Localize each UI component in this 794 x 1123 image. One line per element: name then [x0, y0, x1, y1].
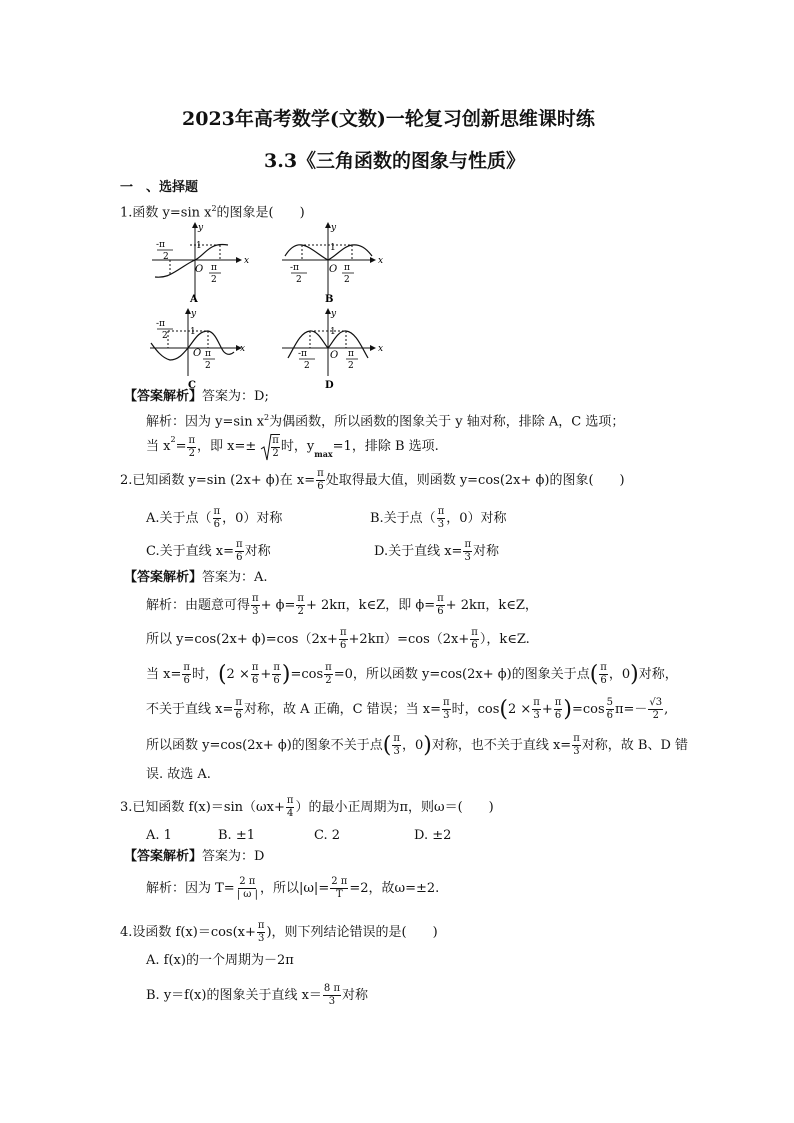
q2-l1-frac1: [251, 593, 260, 618]
q2-l3-lparen2: (: [589, 661, 599, 687]
q2-l2-c: ），k∈Z.: [479, 631, 530, 647]
q2-option-d: [374, 539, 499, 564]
graph-d-one: 1: [330, 327, 336, 337]
q2-l1-f3-num: π: [437, 593, 444, 604]
q1-expl1-a: 解析：因为 y=sin x: [146, 414, 265, 430]
q1-sqrt-frac: [271, 434, 280, 460]
q3-expl-b: ，所以|ω|=: [259, 880, 330, 896]
q2-l3-rparen: ): [281, 661, 291, 687]
q2-l1-f2-den: 2: [297, 606, 304, 617]
graph-c: [148, 308, 248, 390]
q2-l4-d: 2 ×: [507, 701, 532, 717]
q3-option-d: D. ±2: [414, 828, 452, 843]
q2-l5-a: 所以函数 y=cos(2x+ ϕ)的图象不关于点: [146, 737, 383, 753]
graph-d-neg-pi: -π: [298, 349, 307, 359]
q2-l3-f3-den: 6: [273, 675, 280, 686]
q1-sqrt-den: 2: [272, 448, 279, 459]
q2-l2-f1-den: 6: [340, 640, 347, 651]
graph-a-label: A: [190, 294, 198, 305]
q2-stem-frac: [316, 468, 325, 493]
q1-explanation-2: [146, 432, 439, 462]
graph-b-label: B: [325, 294, 334, 305]
q4-stem-a: 4.设函数 f(x)＝cos(x+: [120, 924, 256, 940]
q2-l1-a: 解析：由题意可得: [146, 597, 251, 613]
graph-a-y-label: y: [198, 223, 204, 233]
graph-a-one: 1: [196, 241, 202, 251]
q3-stem-den: 4: [286, 808, 294, 819]
q1-sqrt: [260, 432, 281, 462]
graph-c-y-label: y: [191, 309, 197, 319]
graph-b-pi: π: [344, 263, 350, 273]
q2-l4-g: π=－: [614, 701, 648, 717]
graph-c-two-b: 2: [205, 361, 211, 371]
q2-l4-f1-num: π: [235, 697, 242, 708]
q2-l3-rparen2: ): [630, 661, 639, 687]
q2-l3-frac2: [251, 662, 260, 687]
graph-d-label: D: [325, 380, 334, 390]
q2-l3-f: =0，所以函数 y=cos(2x+ ϕ)的图象关于点: [333, 666, 590, 682]
graph-d-x-label: x: [378, 344, 384, 354]
q2-expl-line1: [146, 593, 538, 618]
graph-a-origin: O: [195, 264, 204, 275]
graph-c-one: 1: [190, 327, 196, 337]
q2-opt-c-text: C.关于直线 x=: [146, 543, 234, 559]
q2-l4-f6-num: √3: [649, 697, 663, 708]
q2-l4-f5-den: 6: [606, 710, 613, 721]
q2-l3-g: ，0: [608, 666, 631, 682]
q2-l4-f2-den: 3: [443, 710, 450, 721]
q2-l1-frac2: [296, 593, 305, 618]
q2-expl-line6: 误. 故选 A.: [146, 767, 211, 782]
q2-l4-lparen: (: [499, 696, 508, 722]
q2-l3-c: 2 ×: [226, 666, 250, 682]
q2-l2-frac1: [339, 627, 348, 652]
q2-l4-f5-num: 5: [606, 697, 613, 708]
q2-l3-f3-num: π: [273, 662, 280, 673]
q2-opt-d-tail: 对称: [473, 543, 500, 559]
q2-opt-b-text: B.关于点（: [370, 510, 436, 526]
q2-l5-b: ，0: [401, 737, 424, 753]
graph-c-label: C: [188, 380, 196, 390]
q2-l3-f4-num: π: [325, 662, 332, 673]
q2-l1-d: + 2kπ，k∈Z，: [445, 597, 538, 613]
q2-l4-frac4: [554, 697, 563, 722]
q2-l3-f5-den: 6: [600, 675, 607, 686]
q2-l3-d: +: [260, 666, 272, 682]
q2-l4-frac3: [532, 697, 541, 722]
q4-stem-den: 3: [258, 933, 265, 944]
q3-expl-f1-den: | ω |: [236, 889, 258, 900]
q2-l4-rparen: ): [563, 696, 572, 722]
q1-expl2-sup: 2: [170, 435, 176, 444]
q2-l4-f6-den: 2: [652, 710, 659, 721]
q3-expl-f2-num: 2 π: [331, 876, 348, 887]
q2-expl-line3: [146, 662, 678, 687]
graph-b: [280, 220, 390, 310]
q2-opt-d-num: π: [464, 539, 472, 550]
q2-l3-f5-num: π: [600, 662, 607, 673]
q2-answer-text: 答案为：A.: [202, 570, 268, 585]
q2-l3-f1-den: 6: [183, 675, 190, 686]
q2-expl-line2: [146, 627, 530, 652]
q2-l4-f2-num: π: [443, 697, 450, 708]
q1-explanation-1: [146, 410, 624, 430]
q2-l5-frac2: [572, 733, 581, 758]
q2-l5-f1-num: π: [393, 733, 400, 744]
q2-l1-f1-num: π: [252, 593, 259, 604]
q2-l3-frac4: [324, 662, 333, 687]
q4-stem-b: )，则下列结论错误的是( ): [266, 924, 438, 940]
q3-stem-frac: [286, 795, 295, 820]
q2-l3-f2-den: 6: [251, 675, 259, 686]
q2-expl-line4: [146, 697, 668, 722]
q2-opt-b-num: π: [437, 506, 445, 517]
q1-expl2-d: 时，y: [280, 439, 315, 454]
q2-l4-frac2: [442, 697, 451, 722]
q2-stem-a: 2.已知函数 y=sin (2x+ ϕ)在 x=: [120, 472, 316, 488]
graph-a-x-label: x: [244, 256, 250, 266]
section-heading: 一 、选择题: [120, 180, 199, 195]
q3-stem-num: π: [286, 795, 294, 806]
graph-a-neg-pi: -π: [156, 240, 165, 250]
q2-option-b: [370, 506, 507, 531]
q1-expl2-e: =1，排除 B 选项.: [332, 439, 439, 454]
q3-expl-a: 解析：因为 T=: [146, 880, 235, 896]
q2-l1-f3-den: 6: [437, 606, 444, 617]
graph-b-two: 2: [296, 275, 302, 285]
q2-l1-f2-num: π: [297, 593, 304, 604]
q2-opt-b-tail: ，0）对称: [446, 510, 507, 526]
graph-c-two: 2: [162, 331, 168, 341]
q2-opt-b-den: 3: [437, 519, 445, 530]
graph-d: [280, 308, 390, 390]
q2-l1-f1-den: 3: [252, 606, 259, 617]
q2-opt-d-frac: [463, 539, 472, 564]
q2-l4-c: 时，cos: [451, 701, 500, 717]
graph-c-pi: π: [205, 349, 211, 359]
q2-opt-c-frac: [235, 539, 244, 564]
q1-stem-text-b: 的图象是( ): [216, 205, 305, 221]
q2-l1-frac3: [436, 593, 445, 618]
q2-opt-c-num: π: [235, 539, 243, 550]
q2-l3-lparen: (: [217, 661, 227, 687]
q2-l1-b: + ϕ=: [260, 597, 296, 613]
q1-answer: [124, 389, 269, 405]
q2-l4-frac5: [606, 697, 614, 722]
q2-stem-den: 6: [317, 481, 324, 492]
q2-answer: [124, 570, 268, 586]
graph-b-two-b: 2: [344, 275, 350, 285]
q1-expl2-a: 当 x: [146, 439, 171, 454]
q3-answer-label: 【答案解析】: [124, 849, 203, 864]
q4-opt-b-b: 对称: [342, 987, 369, 1003]
graph-b-y-label: y: [331, 223, 337, 233]
q3-explanation: [146, 876, 439, 901]
q2-l3-f2-num: π: [251, 662, 259, 673]
q2-l4-f: =cos: [571, 701, 605, 717]
q2-l5-f1-den: 3: [393, 746, 400, 757]
q2-l4-a: 不关于直线 x=: [146, 701, 234, 717]
q2-l3-a: 当 x=: [146, 666, 182, 682]
q1-frac-num: π: [188, 434, 196, 446]
q2-opt-a-num: π: [213, 506, 221, 517]
q2-l4-frac1: [234, 697, 243, 722]
q2-l4-f1-den: 6: [235, 710, 242, 721]
q2-l5-frac1: [392, 733, 401, 758]
graph-a-pi: π: [211, 263, 217, 273]
q2-l3-f4-den: 2: [325, 675, 332, 686]
graph-b-x-label: x: [378, 256, 384, 266]
q2-l4-frac6: [648, 697, 663, 722]
q2-stem-b: 处取得最大值，则函数 y=cos(2x+ ϕ)的图象( ): [325, 472, 625, 488]
q2-l5-c: 对称，也不关于直线 x=: [431, 737, 572, 753]
q2-l2-a: 所以 y=cos(2x+ ϕ)=cos（2x+: [146, 631, 338, 647]
q2-l5-f2-den: 3: [573, 746, 580, 757]
q2-opt-d-den: 3: [464, 552, 471, 563]
q2-l4-b: 对称，故 A 正确，C 错误；当 x=: [243, 701, 442, 717]
q2-answer-label: 【答案解析】: [124, 570, 203, 585]
q2-l1-c: + 2kπ，k∈Z，即 ϕ=: [305, 597, 436, 613]
q4-stem: [120, 920, 438, 945]
q2-stem: [120, 468, 625, 493]
q2-stem-num: π: [317, 468, 324, 479]
graph-d-pi: π: [348, 349, 354, 359]
q4-opt-b-den: 3: [328, 996, 336, 1007]
q2-l3-frac1: [182, 662, 191, 687]
q1-expl1-sup: 2: [264, 413, 270, 422]
q3-expl-f2-den: T: [335, 889, 343, 900]
q2-l5-rparen: ): [423, 732, 432, 758]
q3-stem-b: ）的最小正周期为π，则ω＝( ): [295, 799, 494, 815]
q2-expl-line5: [146, 733, 688, 758]
q2-l2-frac2: [470, 627, 479, 652]
q2-l4-f4-den: 6: [554, 710, 562, 721]
q2-opt-a-tail: ，0）对称: [222, 510, 283, 526]
q3-option-c: C. 2: [314, 828, 341, 843]
q2-l3-b: 时，: [191, 666, 218, 682]
q2-l4-comma: ,: [664, 701, 669, 717]
q2-l5-d: 对称，故 B、D 错: [581, 737, 689, 753]
graph-d-y-label: y: [331, 309, 337, 319]
q2-l4-f3-num: π: [533, 697, 540, 708]
q2-option-c: [146, 539, 271, 564]
q3-expl-frac2: [330, 876, 348, 901]
q2-opt-c-tail: 对称: [244, 543, 271, 559]
graph-b-origin: O: [329, 264, 338, 275]
q2-l3-f1-num: π: [183, 662, 190, 673]
graph-d-two: 2: [304, 361, 310, 371]
q1-expl1-b: 为偶函数，所以函数的图象关于 y 轴对称，排除 A，C 选项；: [269, 414, 625, 430]
q2-l4-e: +: [541, 701, 553, 717]
q3-option-a: A. 1: [146, 828, 172, 843]
q1-sqrt-num: π: [272, 435, 279, 446]
q2-opt-d-text: D.关于直线 x=: [374, 543, 463, 559]
q4-opt-b-frac: [323, 983, 341, 1008]
graph-b-one: 1: [330, 243, 336, 253]
q2-l3-e: =cos: [290, 666, 324, 682]
q1-stem-text-a: 1.函数 y=sin x: [120, 205, 212, 221]
q2-opt-a-den: 6: [213, 519, 220, 530]
q2-option-a: [146, 506, 282, 531]
q1-expl2-c: ，即 x=±: [197, 439, 257, 454]
q2-opt-c-den: 6: [236, 552, 243, 563]
q2-l2-b: +2kπ）=cos（2x+: [348, 631, 470, 647]
graph-d-two-b: 2: [348, 361, 354, 371]
q1-expl2-b: =: [175, 439, 187, 454]
q1-sup: 2: [211, 204, 217, 213]
q3-expl-c: =2，故ω=±2.: [349, 880, 440, 896]
q4-option-b: [146, 983, 368, 1008]
graph-a-two-b: 2: [211, 275, 217, 285]
q1-answer-text: 答案为：D;: [202, 389, 269, 404]
q2-l2-f2-den: 6: [471, 640, 478, 651]
q2-l2-f2-num: π: [471, 627, 478, 638]
q3-expl-frac1: [236, 876, 259, 901]
q4-opt-b-num: 8 π: [323, 983, 341, 994]
q4-opt-b-a: B. y＝f(x)的图象关于直线 x＝: [146, 987, 322, 1003]
q1-ymax-sub: max: [314, 449, 333, 459]
q3-stem: [120, 795, 494, 820]
graph-c-origin: O: [193, 348, 202, 359]
graph-c-x-label: x: [240, 344, 246, 354]
q1-frac-pi2: [187, 435, 196, 460]
q4-stem-frac: [257, 920, 266, 945]
q2-l3-frac3: [272, 662, 281, 687]
q3-answer: [124, 849, 264, 865]
q2-l3-frac5: [599, 662, 608, 687]
page-title: 2023年高考数学(文数)一轮复习创新思维课时练: [182, 108, 595, 130]
graph-d-origin: O: [330, 350, 339, 361]
graph-b-neg-pi: -π: [290, 263, 299, 273]
q4-stem-num: π: [257, 920, 265, 931]
q4-option-a: A. f(x)的一个周期为－2π: [146, 953, 294, 968]
q2-l5-f2-num: π: [573, 733, 580, 744]
q1-stem: [120, 201, 305, 221]
graph-c-neg-pi: -π: [156, 319, 165, 329]
q2-opt-b-frac: [437, 506, 446, 531]
q2-l3-h: 对称，: [638, 666, 678, 682]
q2-l4-f3-den: 3: [533, 710, 540, 721]
q1-frac-den: 2: [188, 447, 195, 459]
q2-l2-f1-num: π: [339, 627, 347, 638]
q3-stem-a: 3.已知函数 f(x)＝sin（ωx+: [120, 799, 285, 815]
q2-opt-a-text: A.关于点（: [146, 510, 212, 526]
q3-option-b: B. ±1: [218, 828, 255, 843]
page-subtitle: 3.3《三角函数的图象与性质》: [264, 150, 526, 172]
q2-opt-a-frac: [213, 506, 222, 531]
q2-l4-f4-num: π: [554, 697, 562, 708]
q3-expl-f1-num: 2 π: [239, 876, 256, 887]
q1-answer-label: 【答案解析】: [124, 389, 203, 404]
graph-a: [150, 220, 250, 310]
graph-a-two: 2: [163, 252, 169, 262]
q3-answer-text: 答案为：D: [202, 849, 265, 864]
q2-l5-lparen: (: [382, 732, 392, 758]
